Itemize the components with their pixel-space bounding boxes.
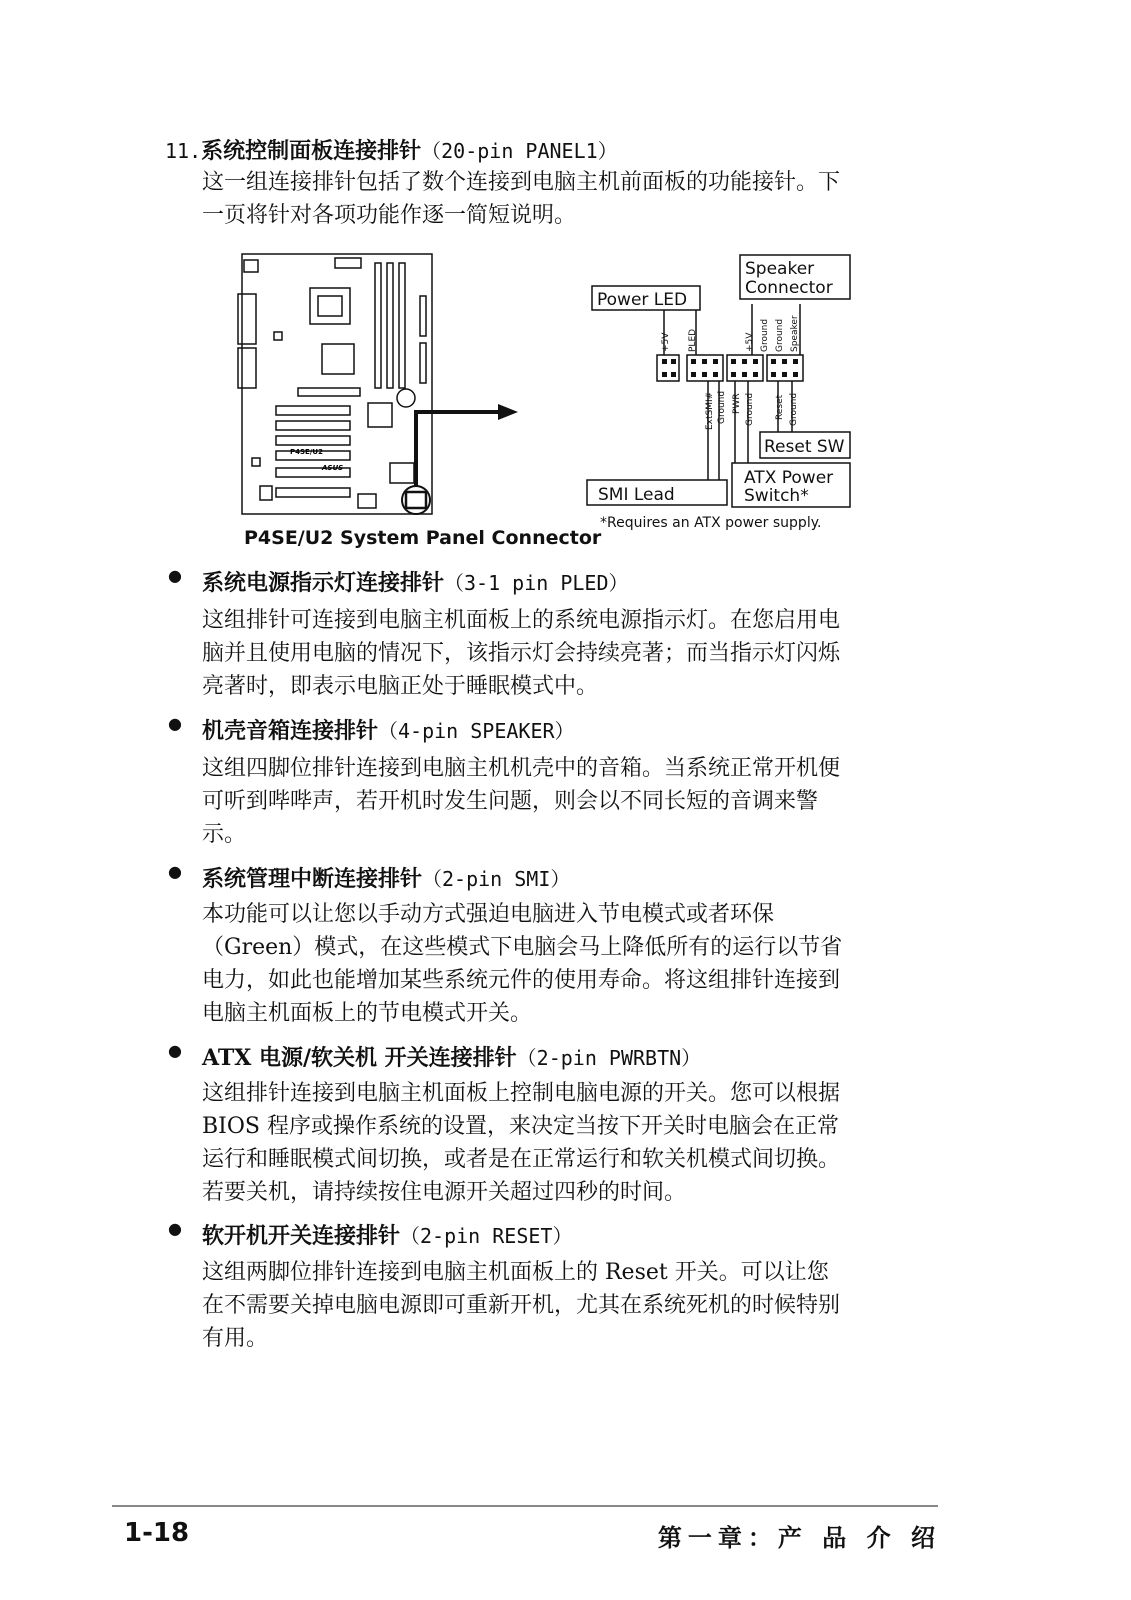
item-heading [168, 862, 182, 881]
item-line: 这组排针可连接到电脑主机面板上的系统电源指示灯。在您启用电 [202, 608, 841, 633]
item-body [202, 1077, 942, 1209]
item-title-paren: （2-pin PWRBTN） [516, 1046, 702, 1070]
footer-rule [112, 1505, 938, 1507]
pin-label-bottom: Reset [775, 394, 785, 420]
item-title [202, 862, 570, 893]
pin-label-top: +5V [661, 332, 671, 352]
pin-label-top: +5V [745, 332, 755, 352]
atx-power-label: ATX Power [744, 468, 834, 488]
item-heading [168, 714, 182, 733]
pin-label-bottom: PWR [732, 393, 742, 414]
item-title [202, 1219, 572, 1250]
pin-label-bottom: Ground [789, 392, 799, 426]
item-title-paren: （4-pin SPEAKER） [378, 719, 575, 743]
item-body [202, 752, 942, 851]
item-line: 这组两脚位排针连接到电脑主机面板上的 Reset 开关。可以让您 [202, 1260, 829, 1285]
bullet-icon: ● [168, 1041, 182, 1060]
item-line: 本功能可以让您以手动方式强迫电脑进入节电模式或者环保 [202, 902, 775, 927]
section-number: 11. [165, 139, 202, 163]
power-led-label: Power LED [597, 290, 688, 310]
item-title-text: 系统电源指示灯连接排针 [202, 570, 445, 596]
item-title [202, 714, 575, 745]
item-line: 运行和睡眠模式间切换，或者是在正常运行和软关机模式间切换。 [202, 1147, 841, 1172]
figure-caption: P4SE/U2 System Panel Connector [244, 527, 602, 549]
item-line: 亮著时，即表示电脑正处于睡眠模式中。 [202, 674, 599, 699]
pin-header [657, 355, 803, 381]
item-line: 电力，如此也能增加某些系统元件的使用寿命。将这组排针连接到 [202, 968, 841, 993]
item-line: 若要关机，请持续按住电源开关超过四秒的时间。 [202, 1180, 687, 1205]
pin-label-top: Speaker [790, 315, 800, 352]
bullet-icon: ● [168, 566, 182, 585]
bullet-icon: ● [168, 1219, 182, 1238]
item-title-paren: （3-1 pin PLED） [444, 571, 629, 595]
item-title [202, 566, 629, 597]
item-body [202, 1256, 942, 1355]
item-title-text: ATX 电源/软关机 开关连接排针 [202, 1045, 517, 1071]
board-label: P4SE/U2 [290, 448, 323, 456]
item-line: BIOS 程序或操作系统的设置，来决定当按下开关时电脑会在正常 [202, 1114, 839, 1139]
item-body [202, 604, 942, 703]
speaker-label: Connector [745, 278, 833, 298]
item-title-text: 系统管理中断连接排针 [202, 866, 423, 892]
item-title-paren: （2-pin SMI） [422, 867, 571, 891]
section-heading [165, 134, 618, 165]
item-title-text: 机壳音箱连接排针 [202, 718, 379, 744]
figure-footnote: *Requires an ATX power supply. [600, 515, 822, 531]
section-title-paren: （20-pin PANEL1） [421, 139, 618, 163]
smi-lead-label: SMI Lead [598, 485, 675, 505]
section-title: 系统控制面板连接排针 [201, 138, 422, 164]
item-line: 这组四脚位排针连接到电脑主机机壳中的音箱。当系统正常开机便 [202, 756, 841, 781]
page-number: 1-18 [124, 1518, 190, 1548]
pin-label-top: PLED [688, 328, 698, 352]
section-intro [202, 166, 942, 232]
motherboard-diagram [238, 254, 432, 514]
item-line: （Green）模式，在这些模式下电脑会马上降低所有的运行以节省 [202, 935, 843, 960]
pin-label-top: Ground [775, 318, 785, 352]
intro-line: 一页将针对各项功能作逐一简短说明。 [202, 203, 577, 228]
item-line: 脑并且使用电脑的情况下，该指示灯会持续亮著；而当指示灯闪烁 [202, 641, 841, 666]
bullet-icon: ● [168, 862, 182, 881]
speaker-label: Speaker [745, 259, 815, 279]
item-line: 这组排针连接到电脑主机面板上控制电脑电源的开关。您可以根据 [202, 1081, 841, 1106]
item-line: 可听到哔哔声，若开机时发生问题，则会以不同长短的音调来警 [202, 789, 819, 814]
board-logo: ASUS [322, 464, 344, 472]
item-heading [168, 566, 182, 585]
system-panel-figure [230, 248, 870, 553]
chapter-title: 第一章：产 品 介 绍 [657, 1523, 941, 1552]
item-heading [168, 1219, 182, 1238]
item-line: 在不需要关掉电脑电源即可重新开机，尤其在系统死机的时候特别 [202, 1293, 841, 1318]
item-title-text: 软开机开关连接排针 [202, 1223, 401, 1249]
item-line: 有用。 [202, 1326, 269, 1351]
item-heading [168, 1041, 182, 1060]
pin-label-bottom: Ground [745, 392, 755, 426]
item-line: 电脑主机面板上的节电模式开关。 [202, 1001, 533, 1026]
pin-label-top: Ground [760, 318, 770, 352]
bullet-icon: ● [168, 714, 182, 733]
item-line: 示。 [202, 822, 247, 847]
item-title-paren: （2-pin RESET） [400, 1224, 573, 1248]
reset-sw-label: Reset SW [764, 437, 845, 457]
atx-power-label: Switch* [744, 486, 809, 506]
pin-label-bottom: ExtSMI# [705, 391, 715, 430]
item-title [202, 1041, 701, 1072]
item-body [202, 898, 942, 1030]
intro-line: 这一组连接排针包括了数个连接到电脑主机前面板的功能接针。下 [202, 170, 841, 195]
pin-dots [662, 359, 798, 377]
pin-label-bottom: Ground [717, 390, 727, 424]
